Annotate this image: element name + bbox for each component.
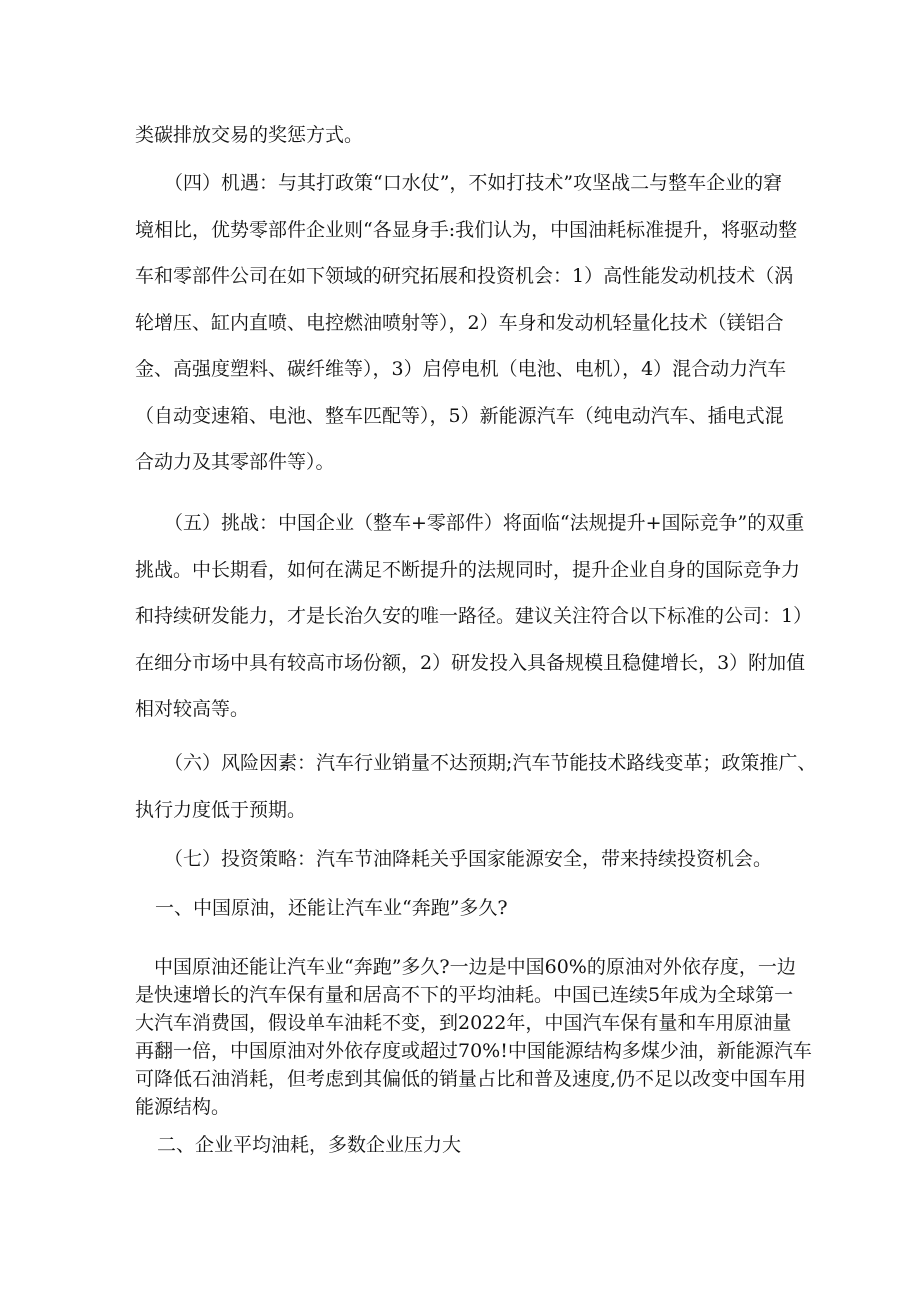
paragraph-continuation [135, 112, 363, 159]
text-line: 大汽车消费国，假设单车油耗不变，到2022年，中国汽车保有量和车用原油量 [135, 1012, 792, 1034]
text-line: 可降低石油消耗，但考虑到其偏低的销量占比和普及速度,仍不足以改变中国车用 [135, 1068, 807, 1090]
text-line: （七）投资策略：汽车节油降耗关乎国家能源安全，带来持续投资机会。 [164, 848, 773, 870]
text-line: 境相比，优势零部件企业则“各显身手:我们认为，中国油耗标准提升，将驱动整 [135, 218, 798, 241]
text-line: （六）风险因素：汽车行业销量不达预期;汽车节能技术路线变革；政策推广、 [164, 752, 817, 774]
heading-text: 二、企业平均油耗，多数企业压力大 [157, 1134, 462, 1156]
text-line: 执行力度低于预期。 [135, 798, 307, 821]
text-line: 金、高强度塑料、碳纤维等），3）启停电机（电池、电机），4）混合动力汽车 [135, 358, 787, 380]
paragraph-challenges [135, 500, 812, 733]
text-line: 能源结构。 [135, 1096, 231, 1118]
text-line: 轮增压、缸内直喷、电控燃油喷射等），2）车身和发动机轻量化技术（镁铝合 [135, 311, 784, 334]
text-line: 类碳排放交易的奖惩方式。 [135, 124, 364, 146]
text-line: （自动变速箱、电池、整车匹配等），5）新能源汽车（纯电动汽车、插电式混 [135, 404, 784, 427]
section-heading-1 [155, 885, 508, 932]
text-line: 挑战。中长期看，如何在满足不断提升的法规同时，提升企业自身的国际竞争力 [135, 558, 801, 581]
text-line: 再翻一倍，中国原油对外依存度或超过70%!中国能源结构多煤少油，新能源汽车 [135, 1040, 812, 1062]
text-line: 车和零部件公司在如下领域的研究拓展和投资机会：1）高性能发动机技术（涡 [135, 265, 794, 287]
heading-text: 一、中国原油，还能让汽车业“奔跑”多久? [155, 897, 508, 919]
text-line: 在细分市场中具有较高市场份额，2）研发投入具备规模且稳健增长，3）附加值 [135, 651, 806, 674]
text-line: （四）机遇：与其打政策“口水仗”，不如打技术”攻坚战二与整车企业的窘 [164, 172, 783, 194]
section-heading-2 [157, 1122, 461, 1169]
paragraph-investment-strategy [135, 836, 772, 883]
text-line: 和持续研发能力，才是长治久安的唯一路径。建议关注符合以下标准的公司：1） [135, 605, 813, 627]
text-line: （五）挑战：中国企业（整车+零部件）将面临“法规提升+国际竞争”的双重 [164, 512, 805, 534]
paragraph-risk-factors [135, 740, 816, 833]
text-line: 相对较高等。 [135, 698, 250, 720]
paragraph-opportunities [135, 160, 797, 486]
text-line: 合动力及其零部件等）。 [135, 451, 335, 473]
text-line: 是快速增长的汽车保有量和居高不下的平均油耗。中国已连续5年成为全球第一 [135, 984, 794, 1006]
paragraph-crude-oil [135, 953, 812, 1121]
text-line: 中国原油还能让汽车业“奔跑”多久?一边是中国60%的原油对外依存度，一边 [154, 956, 796, 978]
